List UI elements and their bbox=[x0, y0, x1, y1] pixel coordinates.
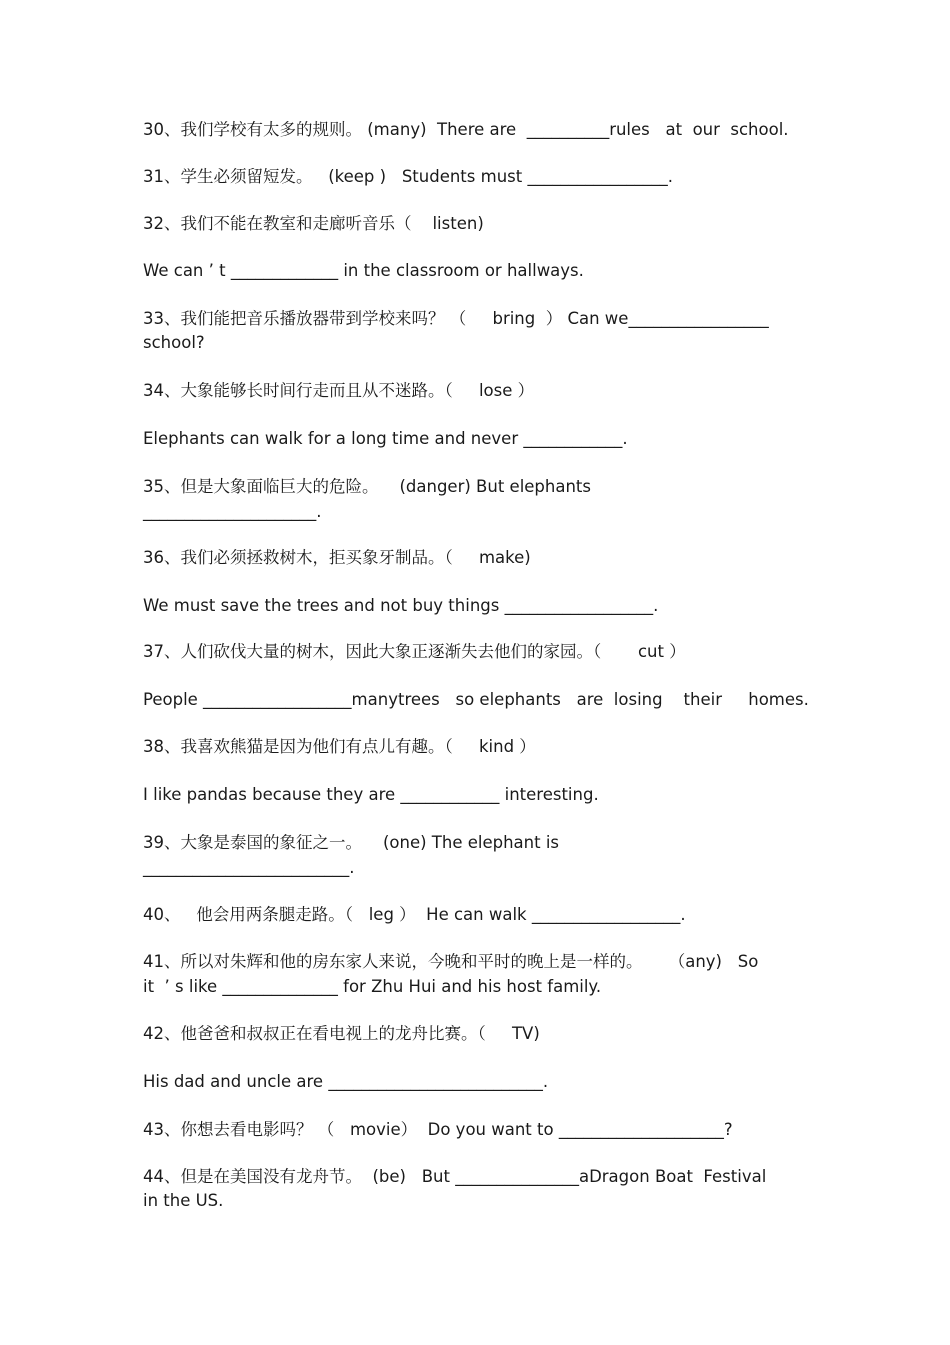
question-39: 39、大象是泰国的象征之一。 (one) The elephant is bbox=[143, 833, 560, 852]
question-42: 42、他爸爸和叔叔正在看电视上的龙舟比赛。（ TV) bbox=[143, 1024, 540, 1043]
question-37-answer: People __________________manytrees so elephants are losing their homes. bbox=[143, 690, 809, 709]
question-32: 32、我们不能在教室和走廊听音乐（ listen) bbox=[143, 214, 484, 233]
question-38-answer: I like pandas because they are ____________ interesting. bbox=[143, 785, 599, 804]
question-44: 44、但是在美国没有龙舟节。 (be) But _______________aDragon Boat Festival bbox=[143, 1167, 767, 1186]
question-32-answer: We can ’ t _____________ in the classroom or hallways. bbox=[143, 261, 584, 280]
question-31: 31、学生必须留短发。 (keep ) Students must _________________. bbox=[143, 167, 673, 186]
question-36: 36、我们必须拯救树木，拒买象牙制品。（ make) bbox=[143, 548, 531, 567]
question-44-continued: in the US. bbox=[143, 1191, 224, 1210]
question-33: 33、我们能把音乐播放器带到学校来吗？ （ bring ） Can we_________________ bbox=[143, 309, 769, 328]
question-34-answer: Elephants can walk for a long time and never ____________. bbox=[143, 429, 628, 448]
question-42-answer: His dad and uncle are __________________________. bbox=[143, 1072, 549, 1091]
question-40: 40、 他会用两条腿走路。（ leg ） He can walk __________________. bbox=[143, 905, 686, 924]
question-35-continued: _____________________. bbox=[143, 502, 322, 521]
question-34: 34、大象能够长时间行走而且从不迷路。（ lose ） bbox=[143, 381, 535, 400]
question-43: 43、你想去看电影吗？ （ movie） Do you want to ____________________? bbox=[143, 1120, 733, 1139]
question-35: 35、但是大象面临巨大的危险。 (danger) But elephants bbox=[143, 477, 591, 496]
question-41-continued: it ’ s like ______________ for Zhu Hui and his host family. bbox=[143, 977, 602, 996]
question-38: 38、我喜欢熊猫是因为他们有点儿有趣。（ kind ） bbox=[143, 737, 536, 756]
question-37: 37、人们砍伐大量的树木，因此大象正逐渐失去他们的家园。（ cut ） bbox=[143, 642, 686, 661]
question-36-answer: We must save the trees and not buy things __________________. bbox=[143, 596, 659, 615]
question-30: 30、我们学校有太多的规则。 (many) There are __________rules at our school. bbox=[143, 120, 789, 139]
question-41: 41、所以对朱辉和他的房东家人来说，今晚和平时的晚上是一样的。 （any) So bbox=[143, 952, 759, 971]
question-39-continued: _________________________. bbox=[143, 858, 355, 877]
question-33-continued: school? bbox=[143, 333, 205, 352]
